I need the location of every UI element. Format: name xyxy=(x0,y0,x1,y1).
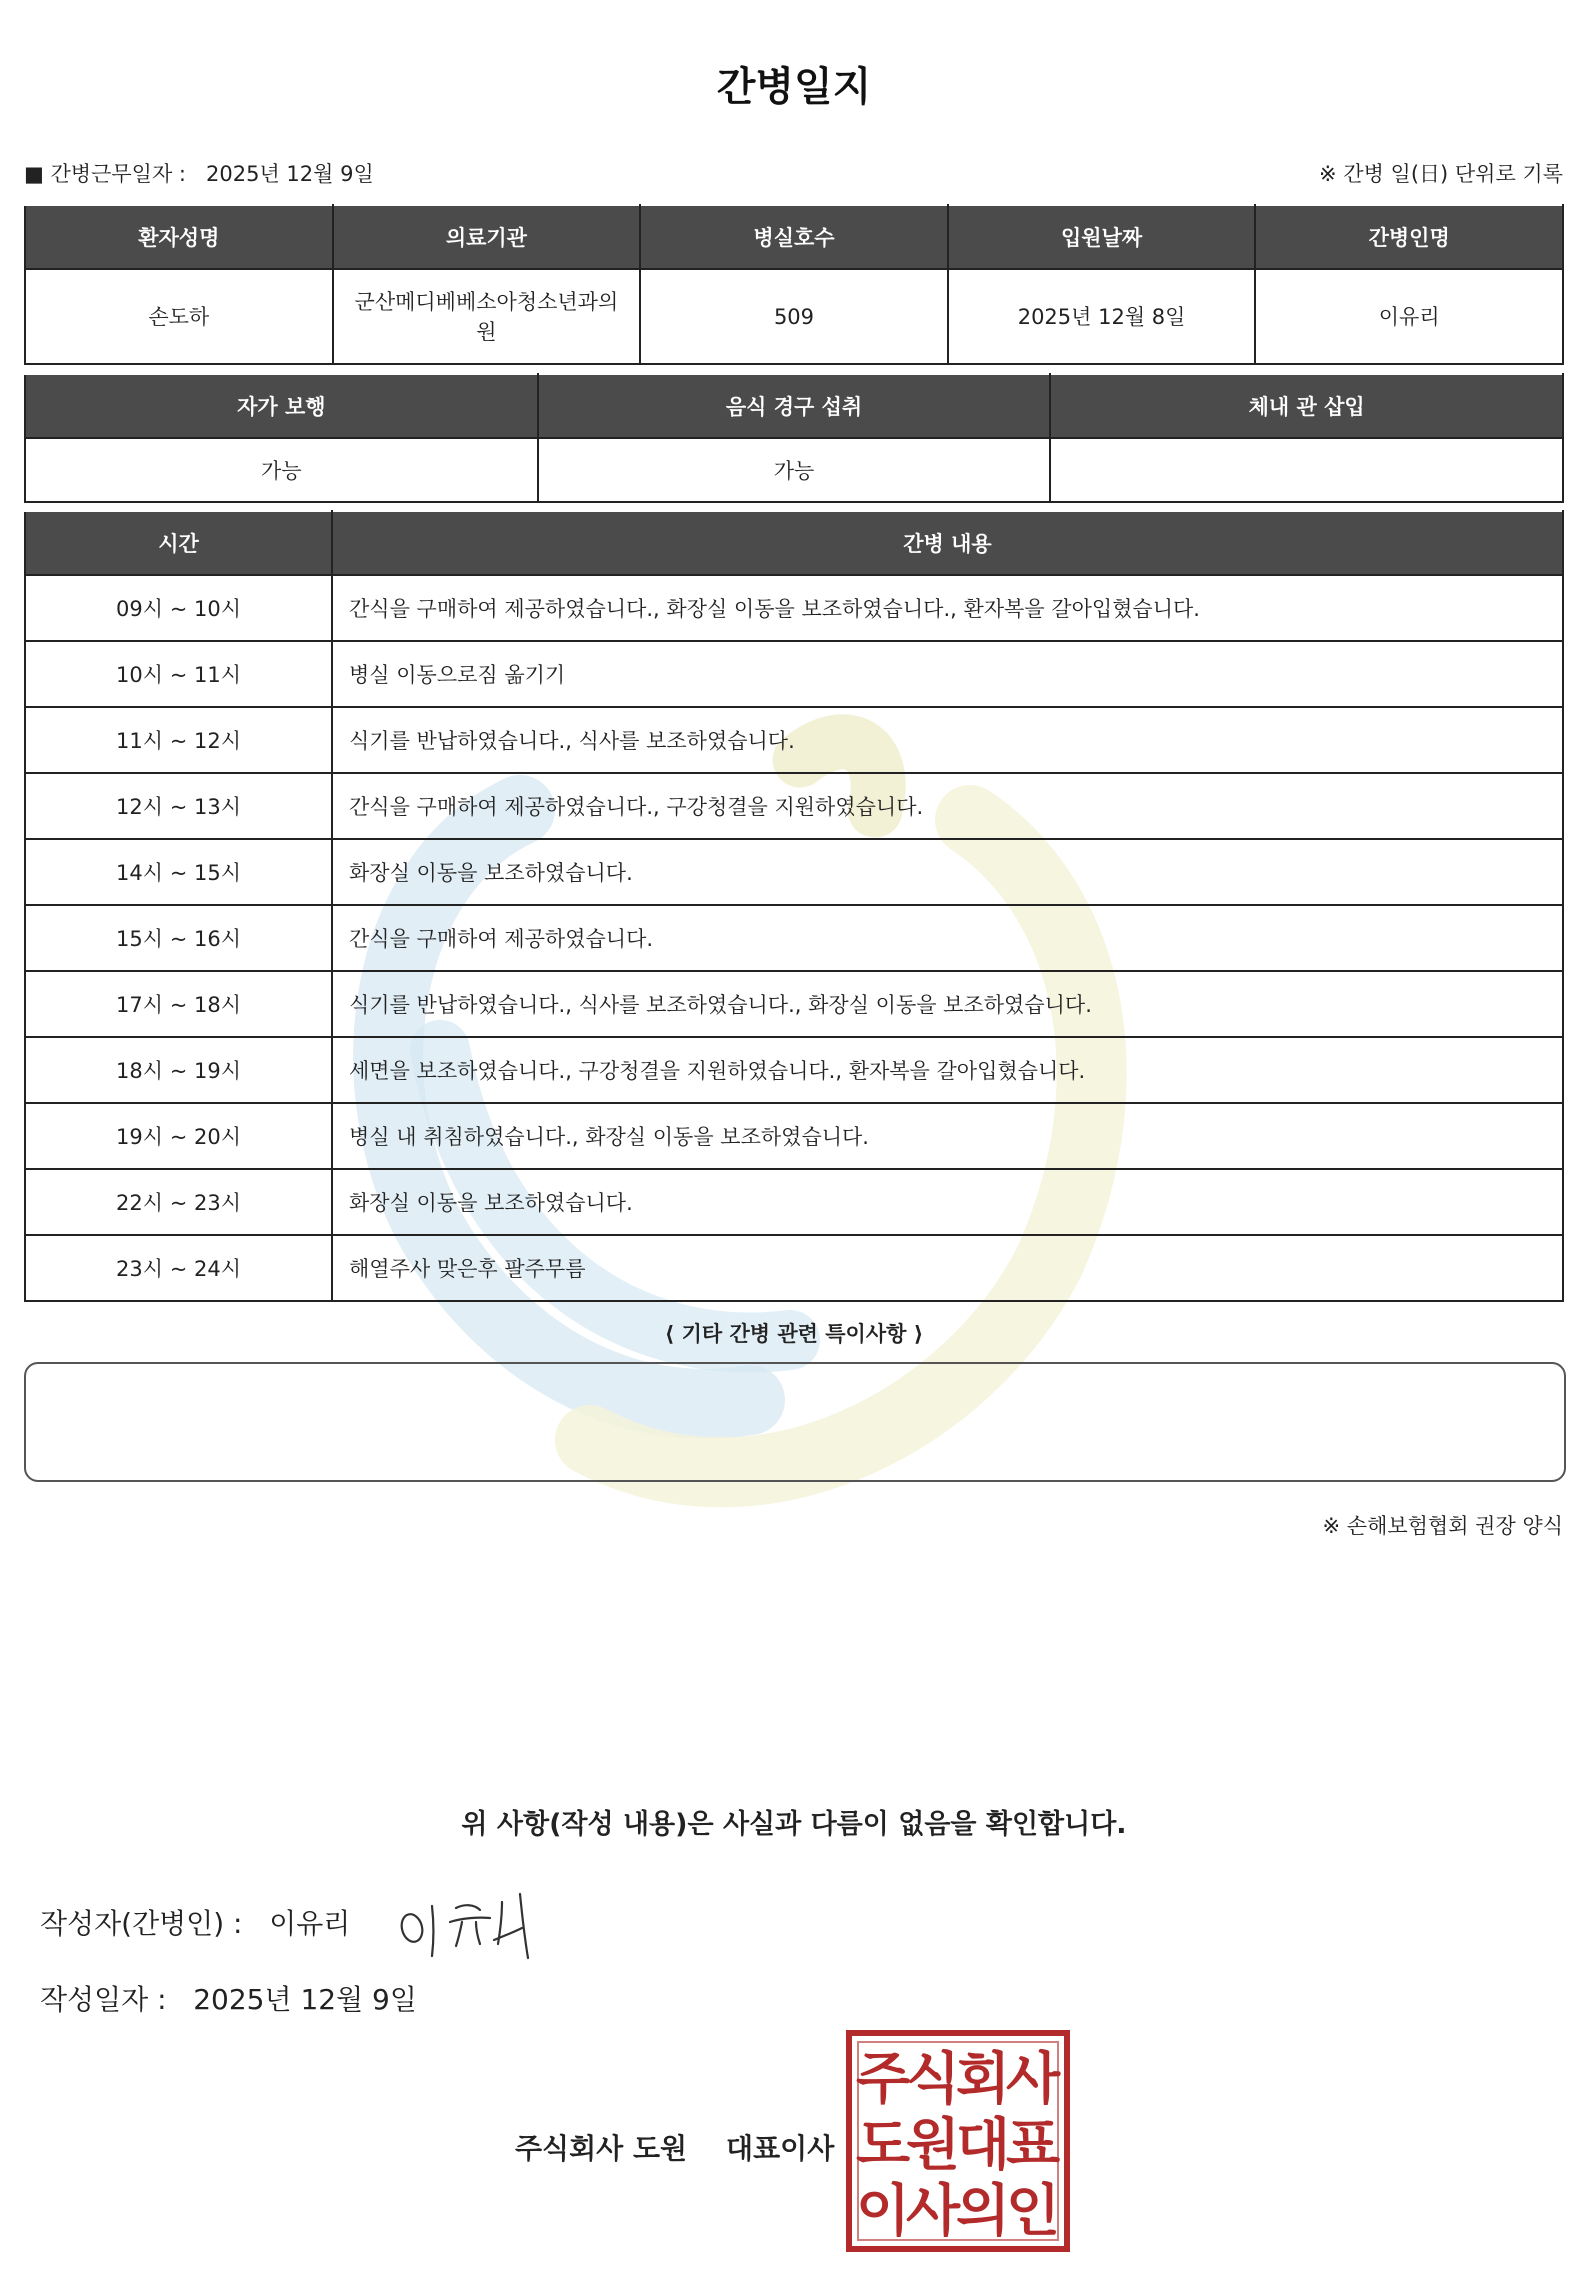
time-cell: 14시 ~ 15시 xyxy=(25,839,332,905)
seal-character: 주 xyxy=(855,2047,911,2112)
care-content-cell: 화장실 이동을 보조하였습니다. xyxy=(332,839,1563,905)
company-name: 주식회사 도원 xyxy=(515,2132,688,2165)
writer-label: 작성자(간병인) : xyxy=(40,1907,243,1940)
care-log-table xyxy=(24,510,1564,1302)
care-content-cell: 화장실 이동을 보조하였습니다. xyxy=(332,1169,1563,1235)
table-header-row xyxy=(25,374,1563,438)
table-row xyxy=(25,1103,1563,1169)
patient-status-table xyxy=(24,373,1564,503)
table-row xyxy=(25,1169,1563,1235)
table-header-row xyxy=(25,205,1563,269)
seal-character: 회 xyxy=(955,2047,1011,2112)
care-content-cell: 간식을 구매하여 제공하였습니다., 화장실 이동을 보조하였습니다., 환자복을 갈아입혔습니다. xyxy=(332,575,1563,641)
seal-character: 사 xyxy=(905,2179,961,2244)
handwritten-signature xyxy=(398,1884,538,1964)
work-date-value: 2025년 12월 9일 xyxy=(206,162,374,186)
table-row xyxy=(25,839,1563,905)
patient-name: 손도하 xyxy=(25,269,333,364)
header-time: 시간 xyxy=(25,511,332,575)
tube-insertion-value xyxy=(1050,438,1563,502)
seal-character: 사 xyxy=(1005,2047,1061,2112)
time-cell: 12시 ~ 13시 xyxy=(25,773,332,839)
time-cell: 11시 ~ 12시 xyxy=(25,707,332,773)
self-walking-value: 가능 xyxy=(25,438,538,502)
care-content-cell: 간식을 구매하여 제공하였습니다., 구강청결을 지원하였습니다. xyxy=(332,773,1563,839)
seal-character: 대 xyxy=(955,2113,1011,2178)
care-content-cell: 해열주사 맞은후 팔주무름 xyxy=(332,1235,1563,1301)
writer-line xyxy=(40,1902,350,1942)
notes-title: ⟨ 기타 간병 관련 특이사항 ⟩ xyxy=(664,1322,924,1346)
written-date-value: 2025년 12월 9일 xyxy=(193,1983,417,2016)
notes-box xyxy=(24,1362,1566,1482)
time-cell: 23시 ~ 24시 xyxy=(25,1235,332,1301)
writer-name: 이유리 xyxy=(269,1907,351,1940)
table-row xyxy=(25,905,1563,971)
care-content-cell: 식기를 반납하였습니다., 식사를 보조하였습니다., 화장실 이동을 보조하였습니다. xyxy=(332,971,1563,1037)
table-row xyxy=(25,438,1563,502)
header-oral-intake: 음식 경구 섭취 xyxy=(538,374,1051,438)
company-title: 대표이사 xyxy=(726,2132,835,2165)
seal-character: 도 xyxy=(855,2113,911,2178)
header-admission-date: 입원날짜 xyxy=(948,205,1256,269)
table-row xyxy=(25,1037,1563,1103)
time-cell: 18시 ~ 19시 xyxy=(25,1037,332,1103)
seal-character: 인 xyxy=(1005,2179,1061,2244)
table-row xyxy=(25,575,1563,641)
patient-info-table xyxy=(24,204,1564,365)
written-date-label: 작성일자 : xyxy=(40,1983,167,2016)
seal-character: 의 xyxy=(955,2179,1011,2244)
care-content-cell: 병실 이동으로짐 옮기기 xyxy=(332,641,1563,707)
table-row xyxy=(25,773,1563,839)
company-signature-line xyxy=(515,2127,834,2167)
table-row xyxy=(25,269,1563,364)
time-cell: 22시 ~ 23시 xyxy=(25,1169,332,1235)
insurance-note: ※ 손해보험협회 권장 양식 xyxy=(1322,1514,1563,1538)
room-number: 509 xyxy=(640,269,948,364)
time-cell: 09시 ~ 10시 xyxy=(25,575,332,641)
header-care-content: 간병 내용 xyxy=(332,511,1563,575)
header-tube-insertion: 체내 관 삽입 xyxy=(1050,374,1563,438)
care-content-cell: 식기를 반납하였습니다., 식사를 보조하였습니다. xyxy=(332,707,1563,773)
page-title: 간병일지 xyxy=(716,64,872,110)
unit-note: ※ 간병 일(日) 단위로 기록 xyxy=(1319,162,1563,186)
work-date xyxy=(24,158,374,188)
confirmation-statement: 위 사항(작성 내용)은 사실과 다름이 없음을 확인합니다. xyxy=(461,1809,1127,1840)
header-room-number: 병실호수 xyxy=(640,205,948,269)
header-self-walking: 자가 보행 xyxy=(25,374,538,438)
care-content-cell: 병실 내 취침하였습니다., 화장실 이동을 보조하였습니다. xyxy=(332,1103,1563,1169)
time-cell: 10시 ~ 11시 xyxy=(25,641,332,707)
time-cell: 15시 ~ 16시 xyxy=(25,905,332,971)
seal-character: 식 xyxy=(905,2047,961,2112)
written-date-line xyxy=(40,1978,417,2018)
header-patient-name: 환자성명 xyxy=(25,205,333,269)
seal-character: 이 xyxy=(855,2179,911,2244)
work-date-label: ■ 간병근무일자 : xyxy=(24,162,186,186)
seal-character: 표 xyxy=(1005,2113,1061,2178)
table-header-row xyxy=(25,511,1563,575)
care-content-cell: 간식을 구매하여 제공하였습니다. xyxy=(332,905,1563,971)
oral-intake-value: 가능 xyxy=(538,438,1051,502)
table-row xyxy=(25,971,1563,1037)
hospital-name: 군산메디베베소아청소년과의원 xyxy=(333,269,641,364)
time-cell: 19시 ~ 20시 xyxy=(25,1103,332,1169)
care-content-cell: 세면을 보조하였습니다., 구강청결을 지원하였습니다., 환자복을 갈아입혔습니다. xyxy=(332,1037,1563,1103)
caregiver-name: 이유리 xyxy=(1255,269,1563,364)
admission-date: 2025년 12월 8일 xyxy=(948,269,1256,364)
header-hospital: 의료기관 xyxy=(333,205,641,269)
table-row xyxy=(25,707,1563,773)
header-caregiver-name: 간병인명 xyxy=(1255,205,1563,269)
table-row xyxy=(25,641,1563,707)
company-seal-stamp xyxy=(846,2030,1070,2252)
time-cell: 17시 ~ 18시 xyxy=(25,971,332,1037)
seal-character: 원 xyxy=(905,2113,961,2178)
table-row xyxy=(25,1235,1563,1301)
